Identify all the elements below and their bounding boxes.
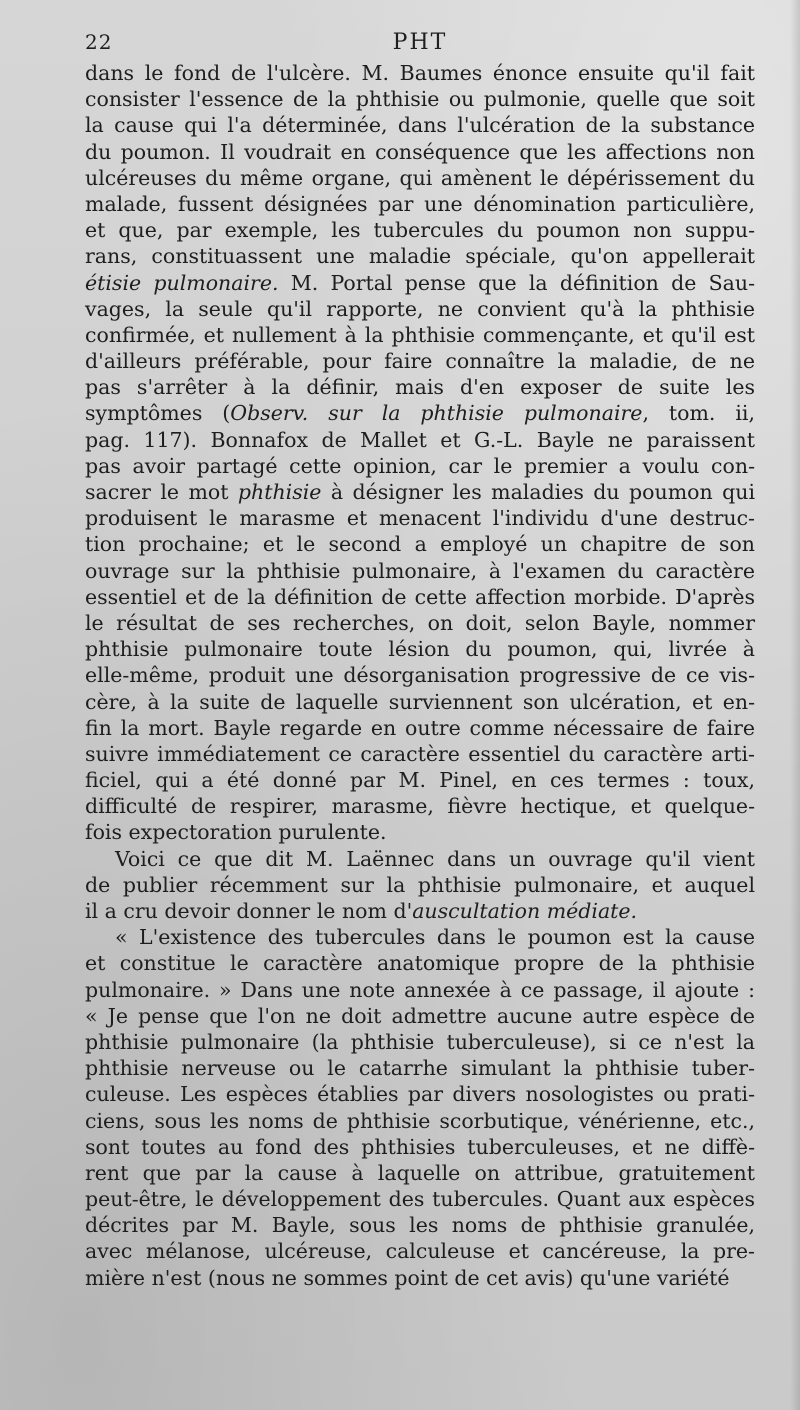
text-segment: pas avoir partagé cette opinion, car le premier a voulu con- <box>85 453 755 478</box>
page-header <box>85 30 755 62</box>
text-line <box>85 453 755 479</box>
paragraph <box>85 60 755 846</box>
italic-text: étisie pulmonaire. <box>85 270 279 295</box>
text-segment: il a cru devoir donner le nom d' <box>85 899 413 923</box>
running-head: PHT <box>392 30 448 55</box>
text-line <box>85 243 755 269</box>
text-segment: phthisie pulmonaire (la phthisie tuberculeuse), si ce n'est la <box>85 1029 755 1054</box>
text-segment: « Je pense que l'on ne doit admettre aucune autre espèce de <box>85 1003 755 1028</box>
text-line <box>85 1160 755 1186</box>
text-line <box>85 715 755 741</box>
text-line <box>85 977 755 1003</box>
text-line <box>85 191 755 217</box>
text-line <box>85 217 755 243</box>
text-segment: sacrer le mot <box>85 480 238 504</box>
text-segment: peut-être, le développement des tubercules. Quant aux espèces <box>85 1187 755 1212</box>
text-segment: pas s'arrêter à la définir, mais d'en exposer de suite les <box>85 375 755 400</box>
text-segment: essentiel et de la définition de cette affection morbide. D'après <box>85 584 755 609</box>
text-line <box>85 793 755 819</box>
text-line <box>85 689 755 715</box>
text-segment: Voici ce que dit M. Laënnec dans un ouvrage qu'il vient <box>115 846 755 871</box>
paragraph <box>85 846 755 925</box>
text-line <box>85 662 755 688</box>
text-segment: cère, à la suite de laquelle surviennent son ulcération, et en- <box>85 689 755 714</box>
text-line <box>85 1238 755 1264</box>
text-segment: malade, fussent désignées par une dénomination particulière, <box>85 191 755 216</box>
text-segment: avec mélanose, ulcéreuse, calculeuse et cancéreuse, la pre- <box>85 1239 755 1264</box>
text-line <box>85 86 755 112</box>
text-line <box>85 348 755 374</box>
text-line <box>85 296 755 322</box>
text-line <box>85 819 755 845</box>
text-line <box>85 1134 755 1160</box>
text-line <box>85 872 755 898</box>
paragraph <box>85 924 755 1291</box>
text-segment: produisent le marasme et menacent l'individu d'une destruc- <box>85 506 755 531</box>
text-segment: d'ailleurs préférable, pour faire connaître la maladie, de ne <box>85 349 755 374</box>
text-segment: , tom. ii, <box>642 401 755 426</box>
text-line <box>85 60 755 86</box>
text-line <box>85 636 755 662</box>
text-line <box>85 558 755 584</box>
text-line <box>85 479 755 505</box>
text-line <box>85 112 755 138</box>
text-segment: ciens, sous les noms de phthisie scorbutique, vénérienne, etc., <box>85 1108 755 1133</box>
text-line <box>85 531 755 557</box>
text-segment: la cause qui l'a déterminée, dans l'ulcération de la substance <box>85 113 755 138</box>
text-segment: le résultat de ses recherches, on doit, selon Bayle, nommer <box>85 610 755 635</box>
text-line <box>85 139 755 165</box>
text-line <box>85 322 755 348</box>
text-line <box>85 584 755 610</box>
text-segment: suivre immédiatement ce caractère essentiel du caractère arti- <box>85 741 755 766</box>
text-segment: M. Portal pense que la définition de Sau- <box>278 270 755 295</box>
text-line <box>85 427 755 453</box>
text-segment: décrites par M. Bayle, sous les noms de phthisie granulée, <box>85 1213 755 1238</box>
text-segment: ouvrage sur la phthisie pulmonaire, à l'examen du caractère <box>85 558 755 583</box>
text-segment: consister l'essence de la phthisie ou pulmonie, quelle que soit <box>85 87 755 112</box>
text-line <box>85 1186 755 1212</box>
text-segment: tion prochaine; et le second a employé un chapitre de son <box>85 532 755 557</box>
text-segment: elle-même, produit une désorganisation progressive de ce vis- <box>85 663 755 688</box>
text-line <box>85 924 755 950</box>
text-segment: ficiel, qui a été donné par M. Pinel, en ces termes : toux, <box>85 768 755 793</box>
text-line <box>85 898 755 924</box>
text-segment: à désigner les maladies du poumon qui <box>321 480 755 504</box>
text-segment: et constitue le caractère anatomique propre de la phthisie <box>85 951 755 976</box>
text-line <box>85 400 755 426</box>
text-segment: de publier récemment sur la phthisie pulmonaire, et auquel <box>85 872 755 897</box>
text-line <box>85 1212 755 1238</box>
text-segment: difficulté de respirer, marasme, fièvre hectique, et quelque- <box>85 794 755 819</box>
text-line <box>85 767 755 793</box>
text-segment: dans le fond de l'ulcère. M. Baumes énonce ensuite qu'il fait <box>85 61 755 85</box>
text-segment: du poumon. Il voudrait en conséquence que les affections non <box>85 139 755 164</box>
text-segment: rent que par la cause à laquelle on attribue, gratuitement <box>85 1160 755 1185</box>
text-line <box>85 1003 755 1029</box>
text-segment: ulcéreuses du même organe, qui amènent le dépérissement du <box>85 165 755 190</box>
italic-text: auscultation médiate. <box>412 899 638 923</box>
text-line <box>85 846 755 872</box>
text-segment: rans, constituassent une maladie spéciale, qu'on appellerait <box>85 244 755 269</box>
text-segment: phthisie nerveuse ou le catarrhe simulant la phthisie tuber- <box>85 1056 755 1081</box>
text-line <box>85 1081 755 1107</box>
text-line <box>85 610 755 636</box>
text-segment: culeuse. Les espèces établies par divers nosologistes ou prati- <box>85 1082 755 1107</box>
italic-text: phthisie <box>237 480 322 504</box>
text-line <box>85 505 755 531</box>
text-segment: sont toutes au fond des phthisies tuberculeuses, et ne diffè- <box>85 1134 755 1159</box>
text-line <box>85 270 755 296</box>
text-segment: pulmonaire. » Dans une note annexée à ce passage, il ajoute : <box>85 977 755 1002</box>
text-line <box>85 1029 755 1055</box>
text-segment: vages, la seule qu'il rapporte, ne convient qu'à la phthisie <box>85 296 755 321</box>
text-line <box>85 1108 755 1134</box>
text-line <box>85 950 755 976</box>
text-segment: et que, par exemple, les tubercules du poumon non suppu- <box>85 218 755 243</box>
text-line <box>85 165 755 191</box>
text-segment: pag. 117). Bonnafox de Mallet et G.-L. Bayle ne paraissent <box>85 427 755 452</box>
page-number: 22 <box>85 30 113 54</box>
body-text <box>85 60 755 1291</box>
text-line <box>85 374 755 400</box>
text-segment: symptômes ( <box>85 401 231 426</box>
text-line <box>85 1055 755 1081</box>
text-segment: confirmée, et nullement à la phthisie commençante, et qu'il est <box>85 322 755 347</box>
text-segment: fin la mort. Bayle regarde en outre comme nécessaire de faire <box>85 715 755 740</box>
text-segment: mière n'est (nous ne sommes point de cet avis) qu'une variété <box>85 1265 730 1290</box>
text-line <box>85 741 755 767</box>
italic-text: Observ. sur la phthisie pulmonaire <box>230 401 643 426</box>
text-segment: phthisie pulmonaire toute lésion du poumon, qui, livrée à <box>85 637 755 662</box>
text-segment: fois expectoration purulente. <box>85 820 387 845</box>
text-line <box>85 1265 755 1291</box>
text-segment: « L'existence des tubercules dans le poumon est la cause <box>115 925 755 950</box>
